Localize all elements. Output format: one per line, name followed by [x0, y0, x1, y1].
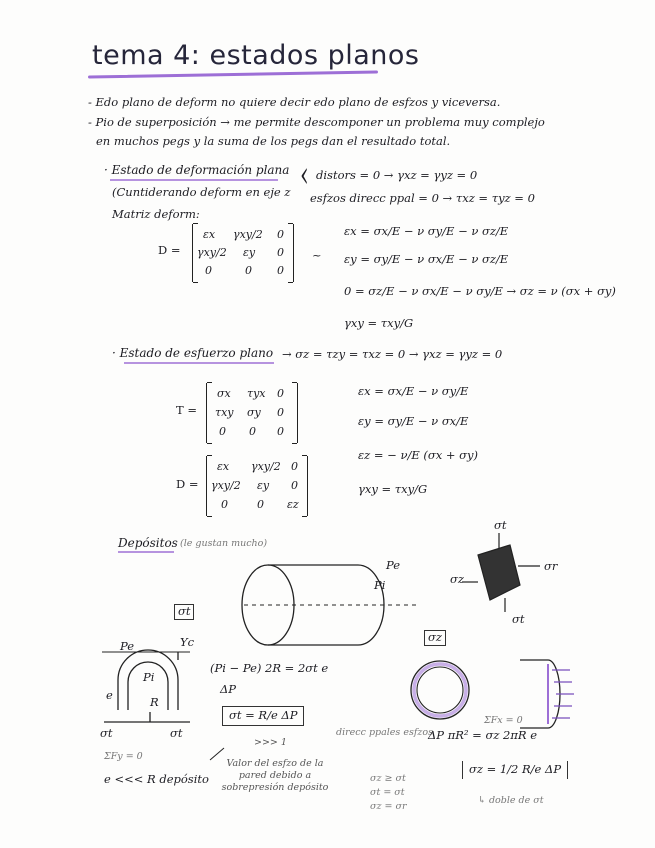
eq-axial: ΔP πR² = σz 2πR e	[428, 728, 538, 742]
brace-left: ‹	[300, 156, 309, 197]
boxed-hoop-stress: σt = R/e ΔP	[222, 706, 304, 726]
heading-deformacion: · Estado de deformación plana	[104, 163, 290, 177]
matrix-cell: 0	[219, 425, 226, 438]
boxed-axial-stress: σz = 1/2 R/e ΔP	[462, 761, 568, 779]
matrix-cell: 0	[291, 479, 298, 492]
matrix-D-name: D =	[158, 243, 181, 257]
bullet-2-cont: en muchos pegs y la suma de los pegs dan el resultado total.	[96, 134, 451, 148]
label-sigma-t-boxed: σt	[174, 604, 194, 620]
esf-eq-1: εx = σx/E − ν σy/E	[358, 384, 469, 398]
stack-3: σz = σr	[370, 801, 407, 812]
gg-one: >>> 1	[254, 737, 287, 748]
matrix-cell: 0	[249, 425, 256, 438]
stack-1: σz ≥ σt	[370, 773, 406, 784]
matrix-cell: γxy/2	[233, 228, 263, 241]
label-sigma-r: σr	[544, 559, 558, 573]
esfuerzo-condition: → σz = τzy = τxz = 0 → γxz = γyz = 0	[282, 347, 503, 361]
page-title: tema 4: estados planos	[92, 40, 420, 71]
heading-esfuerzo: · Estado de esfuerzo plano	[112, 346, 274, 360]
note-principal-dirs: direcc ppales esfzos	[336, 727, 433, 738]
matrix-cell: σx	[217, 387, 231, 400]
ring-section	[411, 661, 469, 719]
deformacion-note: (Cuntiderando deform en eje z	[112, 185, 291, 199]
def-eq-3: 0 = σz/E − ν σx/E − ν σy/E → σz = ν (σx + σy)	[344, 284, 616, 298]
matrix-cell: γxy/2	[211, 479, 241, 492]
deformacion-cond-2: esfzos direcc ppal = 0 → τxz = τyz = 0	[310, 191, 535, 205]
eq-hoop: (Pi − Pe) 2R = 2σt e	[210, 661, 329, 675]
label-yc: Yc	[180, 635, 195, 649]
matrix-cell: γxy/2	[197, 246, 227, 259]
end-cap	[520, 660, 574, 728]
bullet-2: - Pio de superposición → me permite descomponer un problema muy complejo	[88, 115, 545, 129]
label-pi-arch: Pi	[143, 670, 155, 684]
matrix-cell: σy	[247, 406, 261, 419]
matrix-T-name: T =	[176, 403, 197, 417]
note-double: ↳ doble de σt	[478, 795, 544, 806]
matrix-cell: εx	[217, 460, 230, 473]
matrix-cell: 0	[257, 498, 264, 511]
cylinder-tank	[242, 565, 420, 645]
label-sigma-t-bot: σt	[512, 612, 525, 626]
matrix-cell: εz	[287, 498, 299, 511]
matrix-cell: 0	[277, 264, 284, 277]
matrix-cell: τyx	[247, 387, 266, 400]
matrix-cell: εx	[203, 228, 216, 241]
depositos-note: (le gustan mucho)	[180, 538, 268, 549]
deformacion-cond-1: distors = 0 → γxz = γyz = 0	[316, 168, 478, 182]
sum-fy: ΣFy = 0	[104, 751, 143, 762]
matrix-cell: εy	[243, 246, 256, 259]
matrix-cell: 0	[245, 264, 252, 277]
label-sigma-t-top: σt	[494, 518, 507, 532]
matrix-cell: εy	[257, 479, 270, 492]
bullet-1: - Edo plano de deform no quiere decir edo plano de esfzos y viceversa.	[88, 95, 501, 109]
sum-fx: ΣFx = 0	[484, 715, 523, 726]
note-wall-stress: Valor del esfzo de la pared debido a sobrepresión depósito	[221, 758, 329, 793]
matrix-cell: 0	[291, 460, 298, 473]
cond-thin-wall: e <<< R depósito	[104, 772, 209, 786]
matrix-cell: 0	[205, 264, 212, 277]
label-sigma-t-left: σt	[100, 726, 113, 740]
matrix-cell: 0	[277, 406, 284, 419]
tilde-arrow: ~	[312, 248, 322, 262]
matrix-cell: 0	[277, 246, 284, 259]
stress-element	[462, 533, 540, 612]
label-pe: Pe	[386, 558, 401, 572]
label-pi: Pi	[374, 578, 386, 592]
esf-eq-2: εy = σy/E − ν σx/E	[358, 414, 469, 428]
matrix-cell: 0	[277, 387, 284, 400]
heading-depositos: Depósitos	[118, 536, 178, 550]
def-eq-1: εx = σx/E − ν σy/E − ν σz/E	[344, 224, 509, 238]
stack-2: σt = σt	[370, 787, 405, 798]
matrix-cell: 0	[277, 228, 284, 241]
matrix-cell: 0	[277, 425, 284, 438]
label-e: e	[106, 688, 113, 702]
label-sigma-t-right: σt	[170, 726, 183, 740]
matrix-cell: τxy	[215, 406, 234, 419]
label-sigma-z-elem: σz	[450, 572, 464, 586]
matrix-D2-name: D =	[176, 477, 199, 491]
matrix-cell: 0	[221, 498, 228, 511]
delta-p: ΔP	[220, 682, 237, 696]
label-pe-arch: Pe	[120, 639, 135, 653]
matrix-cell: γxy/2	[251, 460, 281, 473]
esf-eq-3: εz = − ν/E (σx + σy)	[358, 448, 478, 462]
arch-section	[102, 650, 190, 722]
def-eq-4: γxy = τxy/G	[344, 316, 414, 330]
label-r: R	[150, 695, 159, 709]
def-eq-2: εy = σy/E − ν σx/E − ν σz/E	[344, 252, 509, 266]
matrix-label: Matriz deform:	[112, 207, 200, 221]
esf-eq-4: γxy = τxy/G	[358, 482, 428, 496]
label-sigma-z-boxed: σz	[424, 630, 446, 646]
